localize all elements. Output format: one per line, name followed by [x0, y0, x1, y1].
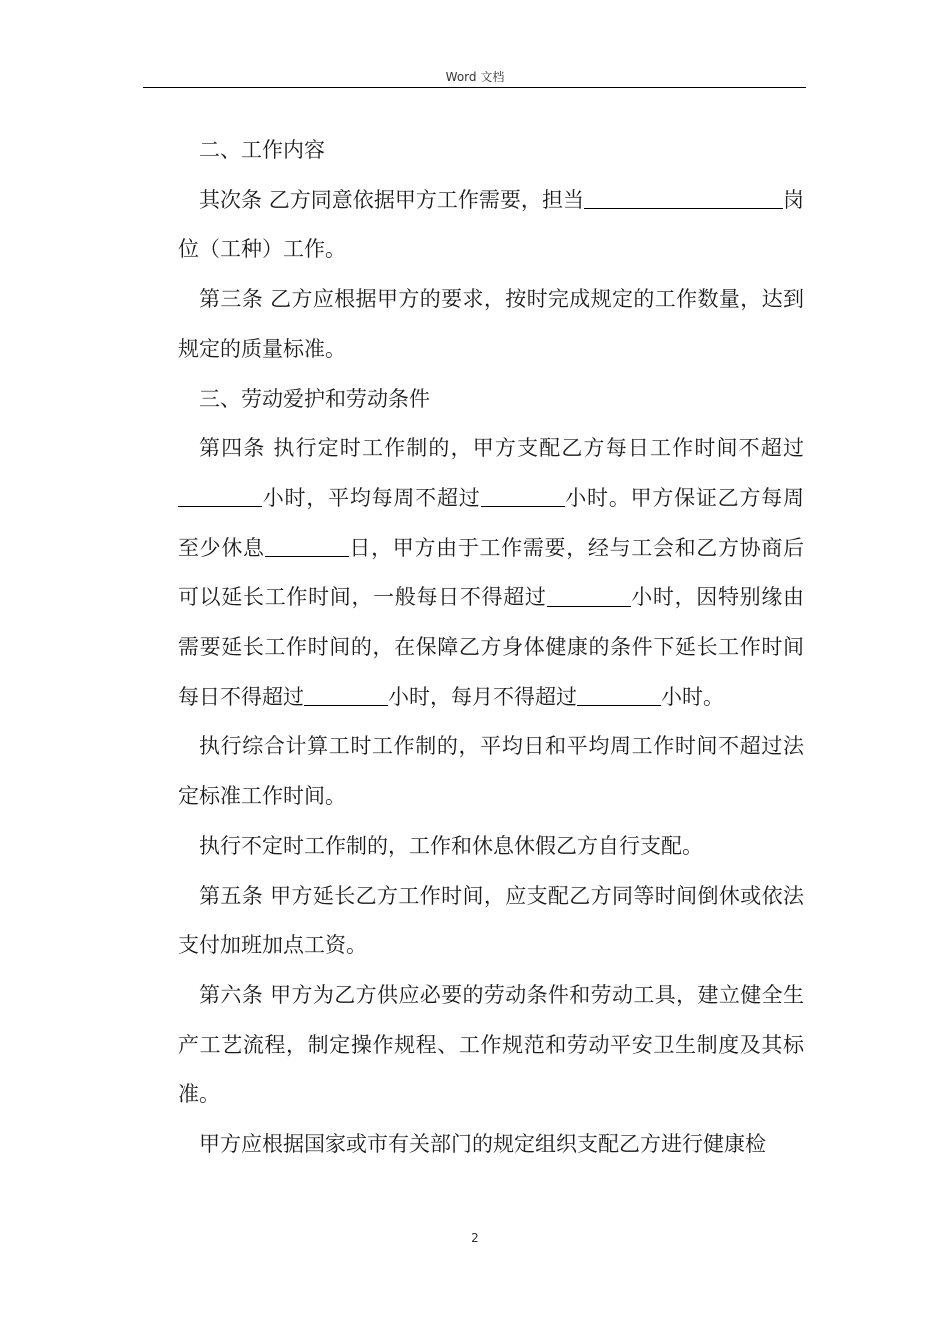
clause-fourth: [178, 424, 804, 722]
blank-overtime-monthly-field[interactable]: [577, 684, 661, 706]
page-number: 2: [471, 1231, 479, 1245]
clause-second: [178, 176, 804, 275]
section-heading-work-content: 二、工作内容: [199, 138, 325, 162]
section-heading-labor-protection: 三、劳动爱护和劳动条件: [199, 386, 430, 411]
clause-sixth: 第六条 甲方为乙方供应必要的劳动条件和劳动工具，建立健全生产工艺流程，制定操作规程、工作规范和劳动平安卫生制度及其标准。: [178, 982, 804, 1107]
paragraph-flexible-hours: 执行不定时工作制的，工作和休息休假乙方自行支配。: [199, 833, 703, 858]
blank-daily-hours-field[interactable]: [178, 485, 262, 507]
blank-position-field[interactable]: [584, 187, 762, 209]
clause-second-text-a: 其次条 乙方同意依据甲方工作需要，担当: [199, 187, 584, 212]
header-divider: [143, 87, 806, 88]
page-header: Word 文档: [445, 70, 505, 84]
clause-fourth-text-d: 日，甲方由于工作需要，经与工会和乙方协商后可以延长工作时间，一般每日不得超过: [178, 535, 805, 610]
clause-fifth: 第五条 甲方延长乙方工作时间，应支配乙方同等时间倒休或依法支付加班加点工资。: [178, 883, 804, 958]
document-body: [178, 126, 804, 1170]
blank-special-overtime-daily-field[interactable]: [304, 684, 388, 706]
clause-second-text-b: 岗位（工种）工作。: [178, 187, 804, 262]
clause-third: 第三条 乙方应根据甲方的要求，按时完成规定的工作数量，达到规定的质量标准。: [178, 287, 804, 361]
paragraph-health-check: 甲方应根据国家或市有关部门的规定组织支配乙方进行健康检: [199, 1132, 766, 1157]
blank-position-field-continued[interactable]: [762, 187, 783, 209]
clause-fourth-text-e: 小时，因特别缘由需要延长工作时间的，在保障乙方身体健康的条件下延长工作时间每日不得超过: [178, 585, 805, 709]
clause-fourth-text-b: 小时，平均每周不超过: [262, 485, 481, 510]
clause-fourth-text-f: 小时，每月不得超过: [388, 684, 577, 709]
clause-fourth-text-g: 小时。: [661, 684, 724, 709]
clause-fourth-text-a: 第四条 执行定时工作制的，甲方支配乙方每日工作时间不超过: [199, 436, 804, 461]
blank-weekly-hours-field[interactable]: [481, 485, 565, 507]
blank-overtime-daily-field[interactable]: [547, 585, 631, 607]
blank-rest-days-field[interactable]: [265, 535, 349, 557]
paragraph-comprehensive-hours: 执行综合计算工时工作制的，平均日和平均周工作时间不超过法定标准工作时间。: [178, 734, 804, 809]
clause-fourth-text-c: 小时。甲方保证乙方每周至少休息: [178, 485, 804, 560]
